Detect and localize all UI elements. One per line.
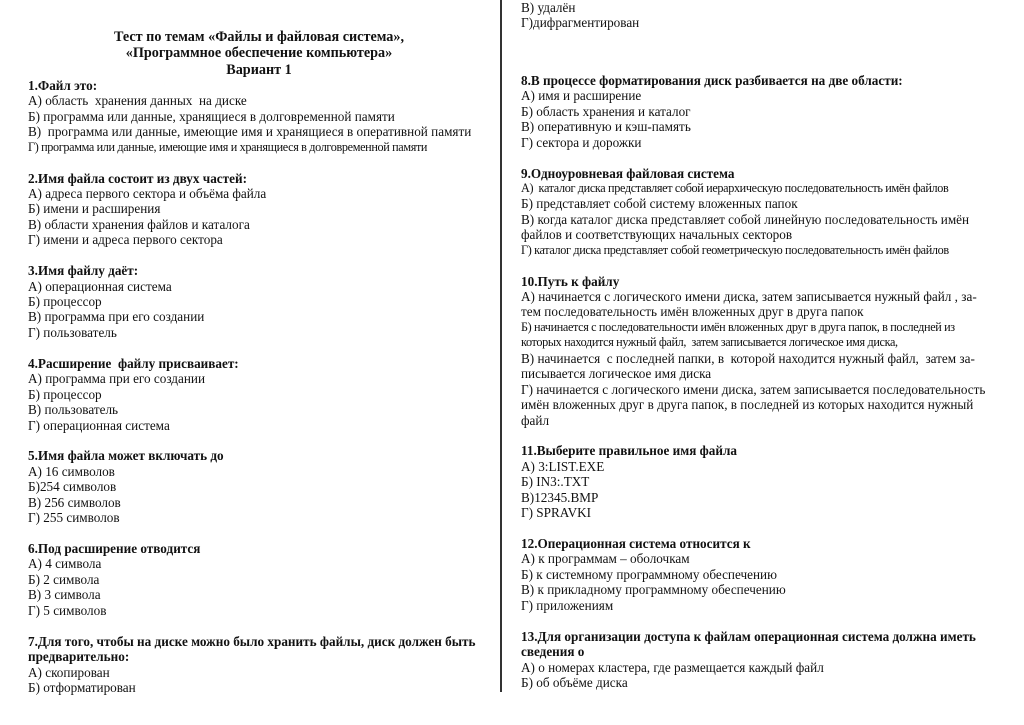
answer-option-text: А) скопирован xyxy=(28,664,110,680)
left-column xyxy=(28,29,490,695)
spacer xyxy=(28,248,490,263)
question-block xyxy=(521,166,1011,259)
spacer xyxy=(521,613,1011,628)
answer-option xyxy=(521,320,1011,351)
answer-option-text: Б) отформатирован xyxy=(28,679,136,695)
answer-option-text: Б) представляет собой систему вложенных папок xyxy=(521,196,798,212)
answer-option-text: В) пользователь xyxy=(28,402,119,418)
answer-option xyxy=(28,603,490,618)
answer-option-text: Б) область хранения и каталог xyxy=(521,103,691,119)
answer-option xyxy=(521,675,1011,690)
answer-option-text: А) имя и расширение xyxy=(521,88,642,104)
spacer xyxy=(521,428,1011,443)
spacer xyxy=(28,155,490,170)
answer-option-text: А) программа при его создании xyxy=(28,371,206,387)
question-block xyxy=(28,171,490,248)
answer-option xyxy=(521,505,1011,520)
question-7-continuation xyxy=(521,0,1011,31)
answer-option-text: Г) программа или данные, имеющие имя и хранящиеся в долговременной памяти xyxy=(28,139,428,154)
answer-option-text: Б) к системному программному обеспечению xyxy=(521,566,777,582)
answer-option-text: файл xyxy=(521,412,550,428)
answer-option xyxy=(28,556,490,571)
answer-option xyxy=(28,217,490,232)
answer-option xyxy=(28,665,490,680)
answer-option-text: В) оперативную и кэш-память xyxy=(521,119,691,135)
answer-option xyxy=(28,572,490,587)
answer-option xyxy=(28,418,490,433)
answer-option-text: В) когда каталог диска представляет собой линейную последовательность имён xyxy=(521,211,970,227)
question-block xyxy=(521,443,1011,520)
answer-option-text: В) удалён xyxy=(521,0,576,15)
answer-option xyxy=(28,402,490,417)
title-line: Тест по темам «Файлы и файловая система», xyxy=(113,29,405,45)
answer-option-text: В) 3 символа xyxy=(28,587,101,603)
answer-option xyxy=(28,495,490,510)
question-text: 7.Для того, чтобы на диске можно было хранить файлы, диск должен быть xyxy=(28,633,476,649)
spacer xyxy=(521,521,1011,536)
answer-option xyxy=(28,479,490,494)
answer-option-text: А) 3:LIST.EXE xyxy=(521,458,605,474)
answer-option-text: Г) каталог диска представляет собой геометрическую последовательность имён файлов xyxy=(521,242,949,257)
answer-option xyxy=(28,680,490,695)
answer-option-text: В)12345.BMP xyxy=(521,489,599,505)
answer-option-text: Г) SPRAVKI xyxy=(521,505,592,521)
answer-option-text: Б) IN3:.TXT xyxy=(521,474,590,490)
question-text: 2.Имя файла состоит из двух частей: xyxy=(28,170,247,186)
answer-option-text: А) 16 символов xyxy=(28,463,115,479)
answer-option-text: Г) имени и адреса первого сектора xyxy=(28,232,223,248)
question-block xyxy=(521,536,1011,613)
spacer xyxy=(521,150,1011,165)
answer-option xyxy=(521,567,1011,582)
answer-option-text: В) 256 символов xyxy=(28,494,121,510)
answer-option-text: А) операционная система xyxy=(28,278,172,294)
answer-option xyxy=(28,186,490,201)
answer-option xyxy=(28,232,490,247)
answer-option-text: Б) процессор xyxy=(28,386,102,402)
answer-option-text: А) 4 символа xyxy=(28,556,102,572)
answer-option-text: А) к программам – оболочкам xyxy=(521,551,690,567)
question-block xyxy=(28,634,490,696)
spacer xyxy=(28,340,490,355)
question-block xyxy=(521,629,1011,691)
answer-option-text: В) программа или данные, имеющие имя и хранящиеся в оперативной памяти xyxy=(28,124,472,140)
answer-option xyxy=(521,135,1011,150)
answer-option xyxy=(28,279,490,294)
question-block xyxy=(28,448,490,525)
answer-option-text: Г)дифрагментирован xyxy=(521,15,640,31)
answer-option-text: Б)254 символов xyxy=(28,479,117,495)
question-text: 13.Для организации доступа к файлам операционная система должна иметь xyxy=(521,628,976,644)
answer-option xyxy=(521,351,1011,382)
answer-option xyxy=(28,510,490,525)
answer-option xyxy=(28,371,490,386)
answer-option-text: Г) сектора и дорожки xyxy=(521,134,642,150)
answer-option xyxy=(521,490,1011,505)
answer-option xyxy=(521,660,1011,675)
question-text: 3.Имя файлу даёт: xyxy=(28,263,139,279)
answer-option xyxy=(28,387,490,402)
answer-option-text: писывается логическое имя диска xyxy=(521,366,712,382)
answer-option-text: Б) об объёме диска xyxy=(521,674,628,690)
answer-option-text: В) к прикладному программному обеспечению xyxy=(521,582,786,598)
answer-option xyxy=(28,587,490,602)
answer-option-text: В) программа при его создании xyxy=(28,309,205,325)
answer-option-text: А) адреса первого сектора и объёма файла xyxy=(28,185,267,201)
answer-option xyxy=(521,289,1011,320)
question-block xyxy=(28,263,490,340)
title-line: Вариант 1 xyxy=(226,61,292,78)
answer-option-text: Г) 255 символов xyxy=(28,510,120,526)
test-title xyxy=(28,29,490,78)
answer-option xyxy=(28,124,490,139)
answer-option xyxy=(521,212,1011,243)
question-text: 8.В процессе форматирования диск разбивается на две области: xyxy=(521,72,903,88)
answer-option-text: Г) пользователь xyxy=(28,324,117,340)
answer-option-text: Г) приложениям xyxy=(521,597,614,613)
answer-option-text: В) начинается с последней папки, в которой находится нужный файл, затем за- xyxy=(521,350,975,366)
question-text: 1.Файл это: xyxy=(28,77,98,93)
answer-option xyxy=(521,104,1011,119)
title-line: «Программное обеспечение компьютера» xyxy=(125,45,393,62)
answer-option-text: Б) 2 символа xyxy=(28,571,100,587)
answer-option-text: А) о номерах кластера, где размещается каждый файл xyxy=(521,659,824,675)
right-column xyxy=(521,0,1011,690)
question-block xyxy=(28,78,490,155)
spacer xyxy=(28,526,490,541)
answer-option xyxy=(521,181,1011,196)
column-divider xyxy=(500,0,502,692)
question-text: сведения о xyxy=(521,644,585,660)
answer-option-text: Б) программа или данные, хранящиеся в долговременной памяти xyxy=(28,108,395,124)
question-text: 10.Путь к файлу xyxy=(521,273,620,289)
answer-option xyxy=(28,294,490,309)
answer-option xyxy=(28,325,490,340)
answer-option-text: Г) начинается с логического имени диска, затем записывается последовательность xyxy=(521,381,986,397)
answer-option xyxy=(521,474,1011,489)
answer-option xyxy=(521,119,1011,134)
question-block xyxy=(28,356,490,433)
answer-option xyxy=(28,201,490,216)
answer-option-text: которых находится нужный файл, затем записывается логическое имя диска, xyxy=(521,335,898,350)
question-text: 9.Одноуровневая файловая система xyxy=(521,165,735,181)
answer-option-text: тем последовательность имён вложенных друг в друга папок xyxy=(521,304,864,320)
question-text: 4.Расширение файлу присваивает: xyxy=(28,355,239,371)
answer-option-text: файлов и соответствующих начальных секторов xyxy=(521,227,793,243)
answer-option xyxy=(521,459,1011,474)
answer-option-text: В) области хранения файлов и каталога xyxy=(28,216,250,232)
answer-option xyxy=(28,309,490,324)
answer-option-text: Б) имени и расширения xyxy=(28,201,161,217)
question-block xyxy=(521,73,1011,150)
question-text: 5.Имя файла может включать до xyxy=(28,448,224,464)
question-text: 6.Под расширение отводится xyxy=(28,541,201,557)
answer-option xyxy=(28,464,490,479)
answer-option xyxy=(521,582,1011,597)
question-text: 12.Операционная система относится к xyxy=(521,536,751,551)
answer-option xyxy=(521,598,1011,613)
answer-option-text: А) каталог диска представляет собой иерархическую последовательность имён файлов xyxy=(521,180,949,195)
spacer xyxy=(28,433,490,448)
answer-option xyxy=(28,93,490,108)
answer-option-text: Г) 5 символов xyxy=(28,602,107,618)
question-text: 11.Выберите правильное имя файла xyxy=(521,443,737,459)
answer-option xyxy=(28,109,490,124)
spacer xyxy=(521,258,1011,273)
answer-option xyxy=(521,243,1011,258)
question-block xyxy=(521,274,1011,428)
answer-option-text: имён вложенных друг в друга папок, в последней из которых находится нужный xyxy=(521,397,974,413)
answer-option xyxy=(521,382,1011,428)
answer-option-text: Б) процессор xyxy=(28,294,102,310)
question-text: предварительно: xyxy=(28,649,130,665)
answer-option-text: Б) начинается с последовательности имён вложенных друг в друга папок, в последней из xyxy=(521,319,955,334)
spacer xyxy=(28,618,490,633)
answer-option-text: Г) операционная система xyxy=(28,417,170,433)
answer-option xyxy=(521,196,1011,211)
answer-option-text: А) область хранения данных на диске xyxy=(28,93,247,109)
answer-option xyxy=(521,551,1011,566)
answer-option xyxy=(521,88,1011,103)
question-block xyxy=(28,541,490,618)
answer-option-text: А) начинается с логического имени диска, затем записывается нужный файл , за- xyxy=(521,289,977,304)
answer-option xyxy=(28,140,490,155)
